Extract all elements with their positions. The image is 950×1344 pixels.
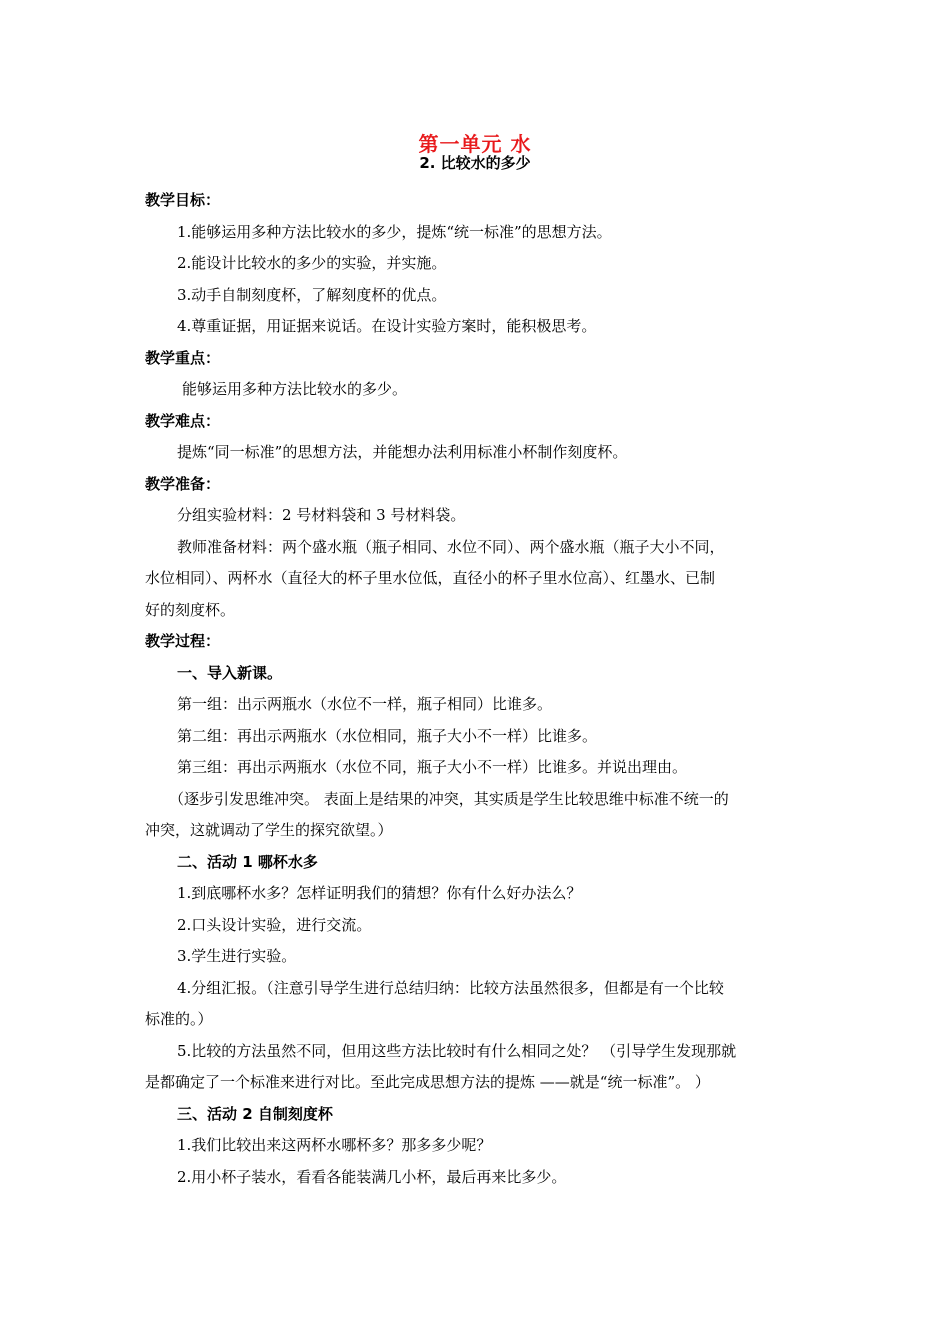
part1-note-line: 冲突，这就调动了学生的探究欲望。） <box>145 821 393 839</box>
part2-item: 3.学生进行实验。 <box>177 947 297 965</box>
part1-item: 第二组：再出示两瓶水（水位相同，瓶子大小不一样）比谁多。 <box>177 726 598 745</box>
part1-item: 第一组：出示两瓶水（水位不一样，瓶子相同）比谁多。 <box>177 695 553 713</box>
part3-item: 2.用小杯子装水，看看各能装满几小杯，最后再来比多少。 <box>177 1167 567 1186</box>
part2-item-cont: 是都确定了一个标准来进行对比。至此完成思想方法的提炼 ——就是“统一标准”。 ） <box>145 1073 710 1091</box>
part3-item: 1.我们比较出来这两杯水哪杯多？那多多少呢？ <box>177 1136 492 1154</box>
prep-teacher-line: 好的刻度杯。 <box>145 600 236 619</box>
part1-heading: 一、导入新课。 <box>177 663 283 682</box>
unit-title: 第一单元 水 <box>418 132 532 156</box>
part2-item: 1.到底哪杯水多？怎样证明我们的猜想？你有什么好办法么？ <box>177 884 582 902</box>
part2-item: 5.比较的方法虽然不同，但用这些方法比较时有什么相同之处？ （引导学生发现那就 <box>177 1041 737 1060</box>
part1-note-line: （逐步引发思维冲突。 表面上是结果的冲突，其实质是学生比较思维中标准不统一的 <box>169 789 729 808</box>
part3-heading: 三、活动 2 自制刻度杯 <box>177 1104 333 1123</box>
goal-item: 3.动手自制刻度杯，了解刻度杯的优点。 <box>177 285 447 304</box>
part2-item: 2.口头设计实验，进行交流。 <box>177 915 372 934</box>
difficulty-text: 提炼“同一标准”的思想方法，并能想办法利用标准小杯制作刻度杯。 <box>177 443 628 461</box>
key-heading: 教学重点： <box>145 348 221 367</box>
difficulty-heading: 教学难点： <box>145 411 221 430</box>
prep-teacher-line: 教师准备材料：两个盛水瓶（瓶子相同、水位不同）、两个盛水瓶（瓶子大小不同， <box>177 537 725 556</box>
goal-item: 1.能够运用多种方法比较水的多少，提炼“统一标准”的思想方法。 <box>177 222 612 241</box>
prep-heading: 教学准备： <box>145 474 221 493</box>
prep-teacher-line: 水位相同）、两杯水（直径大的杯子里水位低，直径小的杯子里水位高）、红墨水、已制 <box>145 569 716 587</box>
prep-student: 分组实验材料：2 号材料袋和 3 号材料袋。 <box>177 506 466 524</box>
part2-heading: 二、活动 1 哪杯水多 <box>177 852 318 871</box>
goal-item: 4.尊重证据，用证据来说话。在设计实验方案时，能积极思考。 <box>177 317 597 335</box>
key-text: 能够运用多种方法比较水的多少。 <box>182 380 408 398</box>
part1-item: 第三组：再出示两瓶水（水位不同，瓶子大小不一样）比谁多。并说出理由。 <box>177 758 688 776</box>
goals-heading: 教学目标： <box>145 191 221 209</box>
lesson-subtitle: 2. 比较水的多少 <box>419 154 531 172</box>
document-body <box>145 185 810 1193</box>
part2-item-cont: 标准的。） <box>145 1010 213 1028</box>
part2-item: 4.分组汇报。（注意引导学生进行总结归纳：比较方法虽然很多，但都是有一个比较 <box>177 978 724 997</box>
process-heading: 教学过程： <box>145 632 221 650</box>
goal-item: 2.能设计比较水的多少的实验，并实施。 <box>177 254 447 272</box>
